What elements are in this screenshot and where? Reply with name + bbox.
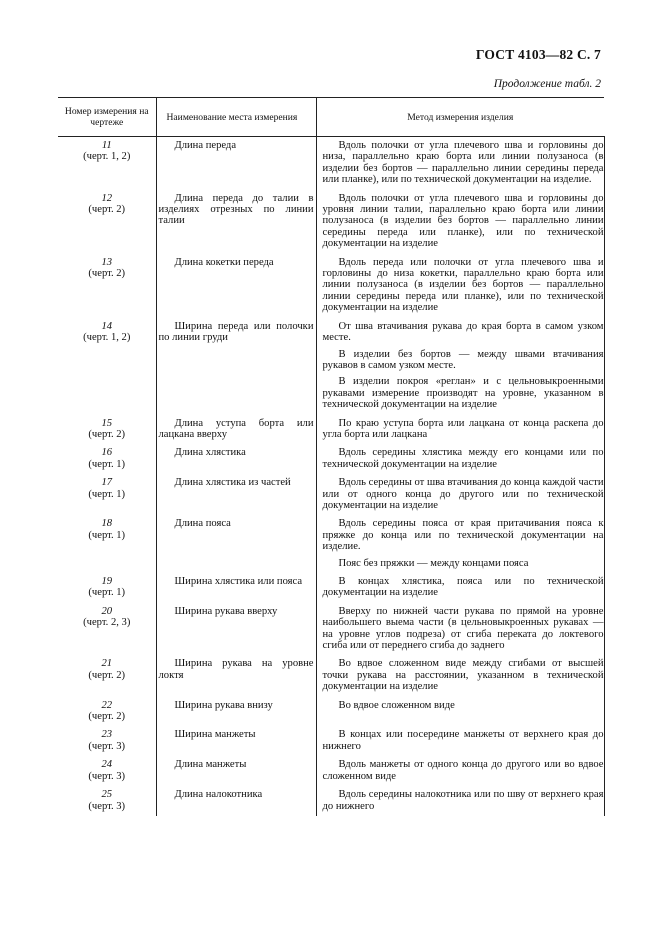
- table-row: [58, 655, 604, 696]
- measurement-place-cell: [156, 137, 316, 190]
- measurement-place-cell: [156, 254, 316, 318]
- measurement-method-cell: [316, 474, 604, 515]
- measurement-place-cell: [156, 655, 316, 696]
- measurement-place-cell: [156, 190, 316, 254]
- table-continuation-label: Продолжение табл. 2: [493, 78, 601, 90]
- table-row: [58, 603, 604, 656]
- drawing-reference: (черт. 2): [88, 669, 126, 681]
- table-row: [58, 474, 604, 515]
- table-row: [58, 786, 604, 816]
- table-row: [58, 573, 604, 603]
- measurement-number: 24: [101, 759, 113, 771]
- measurement-method-cell: [316, 786, 604, 816]
- measurement-number-cell: [58, 515, 156, 573]
- measurement-number: 20: [101, 605, 113, 617]
- measurement-place: Длина кокетки переда: [174, 256, 274, 268]
- drawing-reference: (черт. 2): [88, 268, 126, 280]
- measurement-place: Длина переда до талии в изделиях отрезных по линии талии: [158, 192, 314, 227]
- measurement-method-cell: [316, 655, 604, 696]
- measurement-method-cell: [316, 254, 604, 318]
- table-header-row: [58, 98, 604, 137]
- measurement-method-paragraph: В концах хлястика, пояса или по технической документации на изделие: [322, 576, 604, 599]
- measurement-table: [58, 97, 605, 816]
- drawing-reference: (черт. 1): [88, 587, 126, 599]
- measurement-place: Длина пояса: [174, 518, 231, 530]
- measurement-method-cell: [316, 697, 604, 727]
- measurement-method-paragraph: Вверху по нижней части рукава по прямой на уровне наибольшего выема части (в цельновыкроенных рукавах — на уровне углов подреза) от сгиба переката до локтевого сгиба или от переднего сгиба до заднего: [322, 605, 604, 652]
- table-row: [58, 190, 604, 254]
- measurement-number-cell: [58, 603, 156, 656]
- measurement-place-cell: [156, 474, 316, 515]
- table-body: [58, 137, 604, 816]
- measurement-method-paragraph: В концах или посередине манжеты от верхнего края до нижнего: [322, 729, 604, 752]
- drawing-reference: (черт. 3): [88, 800, 126, 812]
- table-row: [58, 137, 604, 190]
- drawing-reference: (черт. 2): [88, 204, 126, 216]
- measurement-number: 15: [101, 417, 113, 429]
- measurement-method-cell: [316, 603, 604, 656]
- measurement-number: 23: [101, 729, 113, 741]
- measurement-number: 21: [101, 658, 113, 670]
- measurement-place: Ширина рукава на уровне локтя: [158, 658, 314, 681]
- drawing-reference: (черт. 3): [88, 770, 126, 782]
- measurement-method-paragraph: В изделии покроя «реглан» и с цельновыкроенными рукавами измерение производят на уровне, указанном в технической документации на изделие: [322, 376, 604, 411]
- measurement-place-cell: [156, 415, 316, 445]
- measurement-method-paragraph: Вдоль манжеты от одного конца до другого или во вдвое сложенном виде: [322, 759, 604, 782]
- measurement-number-cell: [58, 655, 156, 696]
- measurement-number: 19: [101, 576, 113, 587]
- measurement-place: Длина налокотника: [174, 789, 263, 801]
- measurement-place: Длина уступа борта или лацкана вверху: [158, 417, 314, 440]
- measurement-method-cell: [316, 515, 604, 573]
- measurement-place: Ширина манжеты: [174, 729, 256, 741]
- measurement-number-cell: [58, 318, 156, 415]
- table-row: [58, 415, 604, 445]
- measurement-number-cell: [58, 137, 156, 190]
- measurement-place: Длина манжеты: [174, 759, 247, 771]
- measurement-method-paragraph: Вдоль полочки от угла плечевого шва и горловины до низа, параллельно краю борта или линии полузаноса (в изделии без бортов — параллельно линии середины переда или планке), или по технической документации на изделие.: [322, 140, 604, 186]
- measurement-number-cell: [58, 474, 156, 515]
- measurement-method-paragraph: По краю уступа борта или лацкана от конца раскепа до угла борта или лацкана: [322, 417, 604, 440]
- page-header: ГОСТ 4103—82 С. 7: [475, 47, 601, 62]
- measurement-method-paragraph: Вдоль полочки от угла плечевого шва и горловины до уровня линии талии, параллельно краю борта или линии полузаноса (в изделии без бортов — параллельно линии середины переда или планке), или по технической документации на изделие: [322, 192, 604, 250]
- measurement-method-paragraph: Вдоль переда или полочки от угла плечевого шва и горловины до низа кокетки, параллельно краю борта или линии полузаноса (в изделии без бортов — параллельно линии середины переда или планке), или по технической документации на изделие: [322, 256, 604, 314]
- table-row: [58, 756, 604, 786]
- measurement-number: 14: [101, 320, 113, 332]
- measurement-number: 25: [101, 789, 113, 801]
- measurement-method-paragraph: Пояс без пряжки — между концами пояса: [338, 557, 529, 569]
- measurement-place-cell: [156, 786, 316, 816]
- table-row: [58, 726, 604, 756]
- measurement-number-cell: [58, 415, 156, 445]
- header-measurement-method: Метод измерения изделия: [316, 98, 604, 137]
- measurement-method-paragraph: В изделии без бортов — между швами втачивания рукавов в самом узком месте.: [322, 348, 604, 371]
- measurement-place-cell: [156, 603, 316, 656]
- measurement-place-cell: [156, 756, 316, 786]
- measurement-number-cell: [58, 444, 156, 474]
- measurement-place: Ширина переда или полочки по линии груди: [158, 320, 314, 344]
- measurement-place: Ширина хлястика или пояса: [174, 576, 303, 587]
- measurement-place-cell: [156, 444, 316, 474]
- table-row: [58, 444, 604, 474]
- measurement-place: Длина переда: [174, 140, 237, 151]
- table-row: [58, 318, 604, 415]
- measurement-place-cell: [156, 573, 316, 603]
- measurement-number: 18: [101, 518, 113, 530]
- measurement-method-cell: [316, 318, 604, 415]
- measurement-place-cell: [156, 726, 316, 756]
- drawing-reference: (черт. 1): [88, 488, 126, 500]
- table-row: [58, 697, 604, 727]
- drawing-reference: (черт. 1): [88, 529, 126, 541]
- measurement-place: Длина хлястика из частей: [174, 477, 291, 489]
- table-row: [58, 254, 604, 318]
- measurement-method-paragraph: Во вдвое сложенном виде между сгибами от высшей точки рукава на расстоянии, указанном в технической документации на изделие: [322, 658, 604, 693]
- measurement-number-cell: [58, 190, 156, 254]
- measurement-number-cell: [58, 573, 156, 603]
- measurement-number-cell: [58, 756, 156, 786]
- measurement-method-paragraph: Вдоль середины от шва втачивания до конца каждой части или от одного конца до другого или по технической документации на изделие: [322, 477, 604, 511]
- measurement-method-cell: [316, 137, 604, 190]
- drawing-reference: (черт. 2, 3): [83, 617, 131, 629]
- measurement-method-cell: [316, 573, 604, 603]
- measurement-place-cell: [156, 318, 316, 415]
- measurement-place: Ширина рукава вверху: [174, 605, 278, 617]
- measurement-number: 12: [101, 192, 113, 204]
- header-measurement-place: Наименование места измерения: [156, 98, 316, 137]
- measurement-number: 13: [101, 256, 113, 268]
- measurement-method-paragraph: Вдоль середины налокотника или по шву от верхнего края до нижнего: [322, 789, 604, 812]
- measurement-method-cell: [316, 726, 604, 756]
- measurement-place: Ширина рукава внизу: [174, 699, 273, 711]
- measurement-number-cell: [58, 726, 156, 756]
- measurement-number-cell: [58, 254, 156, 318]
- drawing-reference: (черт. 1): [88, 458, 126, 470]
- drawing-reference: (черт. 1, 2): [83, 151, 131, 163]
- measurement-place-cell: [156, 697, 316, 727]
- measurement-number: 17: [101, 477, 113, 489]
- drawing-reference: (черт. 3): [88, 740, 126, 752]
- measurement-method-paragraph: От шва втачивания рукава до края борта в самом узком месте.: [322, 320, 604, 344]
- measurement-place: Длина хлястика: [174, 447, 246, 459]
- measurement-number-cell: [58, 697, 156, 727]
- measurement-number: 16: [101, 447, 113, 459]
- measurement-method-paragraph: Вдоль середины пояса от края притачивания пояса к пряжке до конца или по технической документации на изделие.: [322, 518, 604, 553]
- measurement-method-paragraph: Во вдвое сложенном виде: [338, 699, 455, 711]
- measurement-method-paragraph: Вдоль середины хлястика между его концами или по технической документации на изделие: [322, 447, 604, 470]
- measurement-number-cell: [58, 786, 156, 816]
- drawing-reference: (черт. 1, 2): [83, 332, 131, 344]
- header-measurement-number: Номер измерения на чертеже: [58, 98, 156, 137]
- drawing-reference: (черт. 2): [88, 711, 126, 723]
- measurement-method-cell: [316, 756, 604, 786]
- measurement-number: 11: [101, 140, 112, 151]
- drawing-reference: (черт. 2): [88, 428, 126, 440]
- measurement-method-cell: [316, 415, 604, 445]
- measurement-number: 22: [101, 699, 113, 711]
- measurement-place-cell: [156, 515, 316, 573]
- measurement-method-cell: [316, 444, 604, 474]
- measurement-method-cell: [316, 190, 604, 254]
- table-row: [58, 515, 604, 573]
